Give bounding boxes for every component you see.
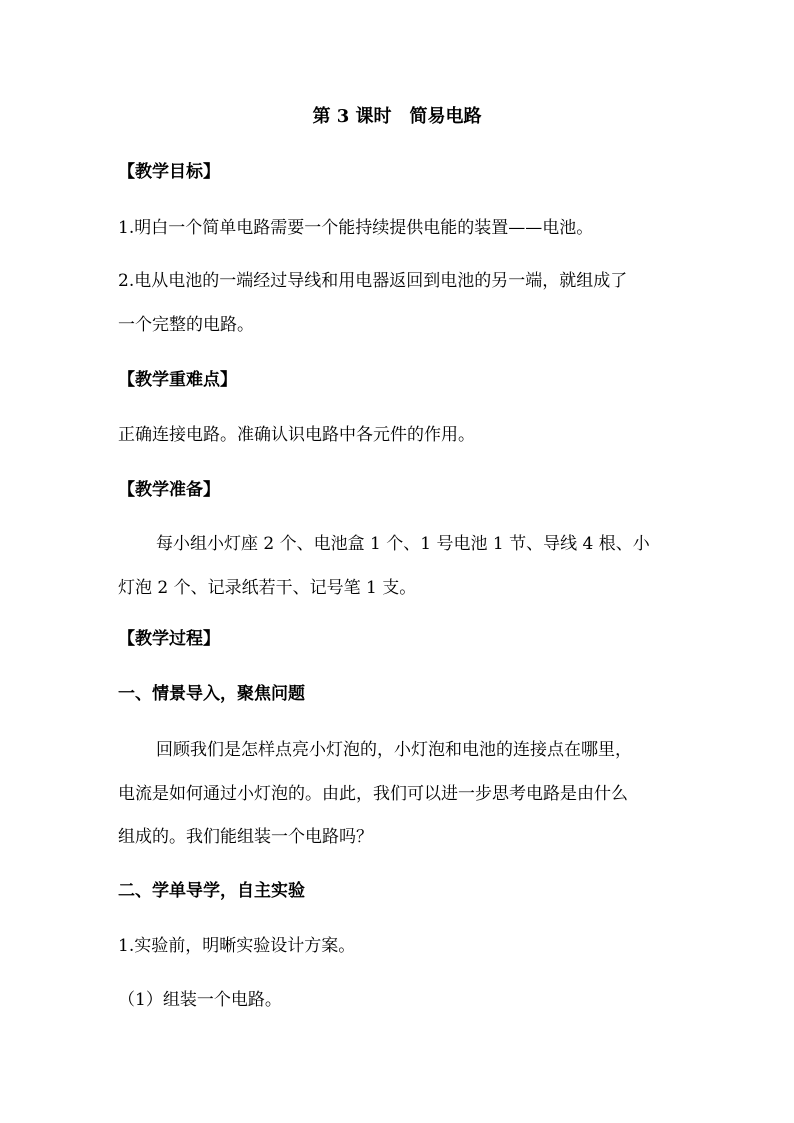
preparation-line-1: 每小组小灯座 2 个、电池盒 1 个、1 号电池 1 节、导线 4 根、小 <box>156 534 650 554</box>
part-1-line-3: 组成的。我们能组装一个电路吗？ <box>118 827 373 847</box>
goals-heading: 【教学目标】 <box>118 162 220 182</box>
preparation-line-2: 灯泡 2 个、记录纸若干、记号笔 1 支。 <box>118 578 417 598</box>
goal-2-line-2: 一个完整的电路。 <box>118 315 254 335</box>
part-1-line-1: 回顾我们是怎样点亮小灯泡的，小灯泡和电池的连接点在哪里， <box>156 740 632 760</box>
step-1-sub-text: （1）组装一个电路。 <box>118 990 282 1010</box>
part-1-line-2: 电流是如何通过小灯泡的。由此，我们可以进一步思考电路是由什么 <box>118 784 628 804</box>
part-2-heading: 二、学单导学，自主实验 <box>118 881 305 901</box>
key-points-text: 正确连接电路。准确认识电路中各元件的作用。 <box>118 425 475 445</box>
part-1-heading: 一、情景导入，聚焦问题 <box>118 684 305 704</box>
key-points-heading: 【教学重难点】 <box>118 370 237 390</box>
goal-2-line-1: 2.电从电池的一端经过导线和用电器返回到电池的另一端，就组成了 <box>118 271 628 291</box>
step-1-text: 1.实验前，明晰实验设计方案。 <box>118 936 356 956</box>
preparation-heading: 【教学准备】 <box>118 480 220 500</box>
process-heading: 【教学过程】 <box>118 629 220 649</box>
goal-1-text: 1.明白一个简单电路需要一个能持续提供电能的装置——电池。 <box>118 218 594 238</box>
page-title: 第 3 课时 简易电路 <box>312 106 482 127</box>
